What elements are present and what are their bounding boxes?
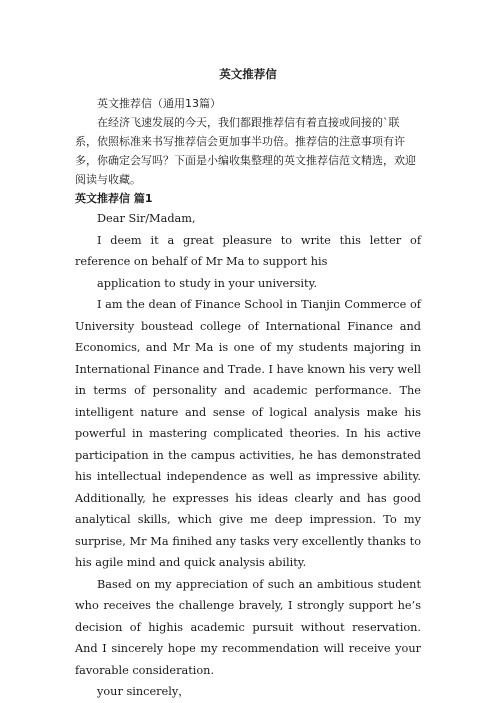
section-heading: 英文推荐信 篇1 <box>75 192 153 205</box>
letter-paragraph-2: I am the dean of Finance School in Tianjin Commerce of University boustead college of International Finance and Economics, and Mr Ma is one of my students majoring in International Finance and Trade. I have known his very well in terms of personality and academic performance. The intelligent nature and sense of logical analysis make his powerful in mastering complicated theories. In his active participation in the campus activities, he has demonstrated his intellectual independence as well as impressive ability. Additionally, he expresses his ideas clearly and has good analytical skills, which give me deep impression. To my surprise, Mr Ma finihed any tasks very excellently thanks to his agile mind and quick analysis ability. <box>75 298 421 569</box>
letter-paragraph-1: I deem it a great pleasure to write this letter of reference on behalf of Mr Ma to support his <box>75 233 421 268</box>
letter-closing: your sincerely， <box>97 685 190 698</box>
page-title: 英文推荐信 <box>219 67 277 81</box>
intro-paragraph: 在经济飞速发展的今天，我们都跟推荐信有着直接或间接的`联系，依照标准来书写推荐信会更加事半功倍。推荐信的注意事项有许多，你确定会写吗？下面是小编收集整理的英文推荐信范文精选，欢迎阅读与收藏。 <box>75 116 416 186</box>
document-subtitle: 英文推荐信（通用13篇） <box>97 97 221 110</box>
letter-paragraph-3: Based on my appreciation of such an ambitious student who receives the challenge bravely, I strongly support he’s decision of highis academic pursuit without reservation. And I sincerely hope my recommendation will receive your favorable consideration. <box>75 577 421 677</box>
letter-salutation: Dear Sir/Madam, <box>97 212 196 225</box>
letter-paragraph-1-continued: application to study in your university. <box>97 276 318 290</box>
